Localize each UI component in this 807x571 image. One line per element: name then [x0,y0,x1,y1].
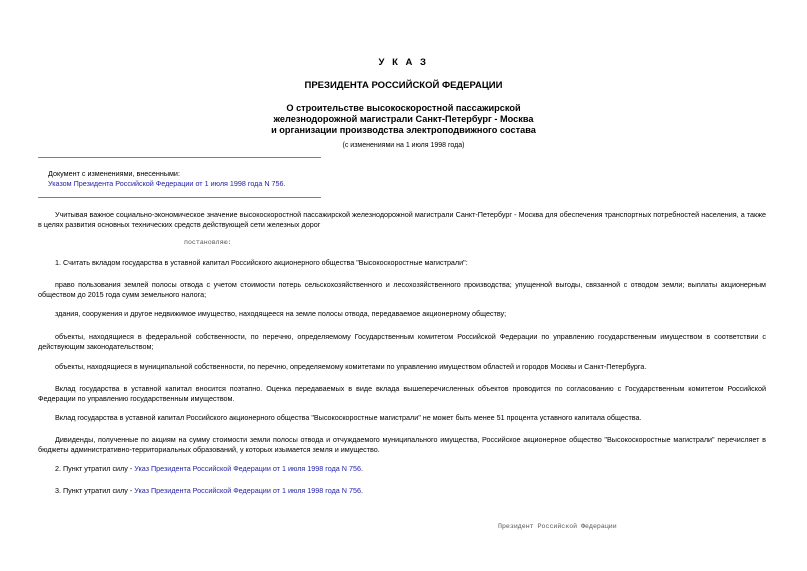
changes-label: Документ с изменениями, внесенными: [48,169,180,178]
subject-line-3: и организации производства электроподвижного состава [271,125,536,135]
item-2-link[interactable]: Указ Президента Российской Федерации от 1 июля 1998 года N 756 [134,464,361,473]
document-type-title: У К А З [378,57,429,68]
preamble-paragraph: Учитывая важное социально-экономическое значение высокоскоростной пассажирской железнодорожной магистрали Санкт-Петербург - Москва для обеспечения транспортных потребностей населения, а также в целях развития основных технических средств действующей сети железных дорог [38,210,766,229]
item-1-minimum-share: Вклад государства в уставной капитал Российского акционерного общества "Высокоскоростные магистрали" не может быть менее 51 процента уставного капитала общества. [55,413,642,422]
item-3-text: 3. Пункт утратил силу - [55,486,135,495]
item-1-federal-objects: объекты, находящиеся в федеральной собственности, по перечню, определяемому Государственным комитетом Российской Федерации по управлению государственным имуществом в соответствии с действующим законодательством; [38,332,766,351]
item-1-land-rights: право пользования землей полосы отвода с учетом стоимости потерь сельскохозяйственного и лесохозяйственного производства; упущенной выгоды, связанной с отводом земли; выплаты акционерным обществом до 2015 года сумм земельного налога; [38,280,766,299]
changes-box-bottom-divider [38,197,321,198]
signature-line: Президент Российской Федерации [498,523,617,530]
changes-box-top-divider [38,157,321,158]
item-2-paragraph [38,464,766,474]
item-2-end: . [360,464,363,473]
item-1-dividends: Дивиденды, полученные по акциям на сумму стоимости земли полосы отвода и отчуждаемого муниципального имущества, Российское акционерное общество "Высокоскоростные магистрали" перечисляет в бюджеты административно-территориальных образований, у которых изымается земля и имущество. [38,435,766,454]
item-3-link[interactable]: Указ Президента Российской Федерации от 1 июля 1998 года N 756 [134,486,361,495]
item-1-municipal-objects: объекты, находящиеся в муниципальной собственности, по перечню, определяемому комитетами по управлению имуществом областей и городов Москвы и Санкт-Петербурга. [55,362,647,371]
item-3-end: . [360,486,363,495]
subject-line-1: О строительстве высокоскоростной пассажирской [286,103,521,113]
changes-note: (с изменениями на 1 июля 1998 года) [342,142,465,149]
amending-decree-link[interactable]: Указом Президента Российской Федерации от 1 июля 1998 года N 756. [48,179,286,188]
item-1-buildings: здания, сооружения и другое недвижимое имущество, находящееся на земле полосы отвода, передаваемое акционерному обществу; [55,309,507,318]
item-1-contribution-stages: Вклад государства в уставной капитал вносится поэтапно. Оценка передаваемых в виде вклада вышеперечисленных объектов проводится по согласованию с Государственным комитетом Российской Федерации по управлению государственным имуществом. [38,384,766,403]
item-1-intro: 1. Считать вкладом государства в уставной капитал Российского акционерного общества "Высокоскоростные магистрали": [55,258,468,267]
item-3-paragraph [38,486,766,496]
item-2-text: 2. Пункт утратил силу - [55,464,135,473]
issuer-title: ПРЕЗИДЕНТА РОССИЙСКОЙ ФЕДЕРАЦИИ [304,80,503,91]
decree-word: постановляю: [184,239,232,246]
document-subject [0,103,807,136]
subject-line-2: железнодорожной магистрали Санкт-Петербург - Москва [273,114,534,124]
changes-box [48,169,348,189]
